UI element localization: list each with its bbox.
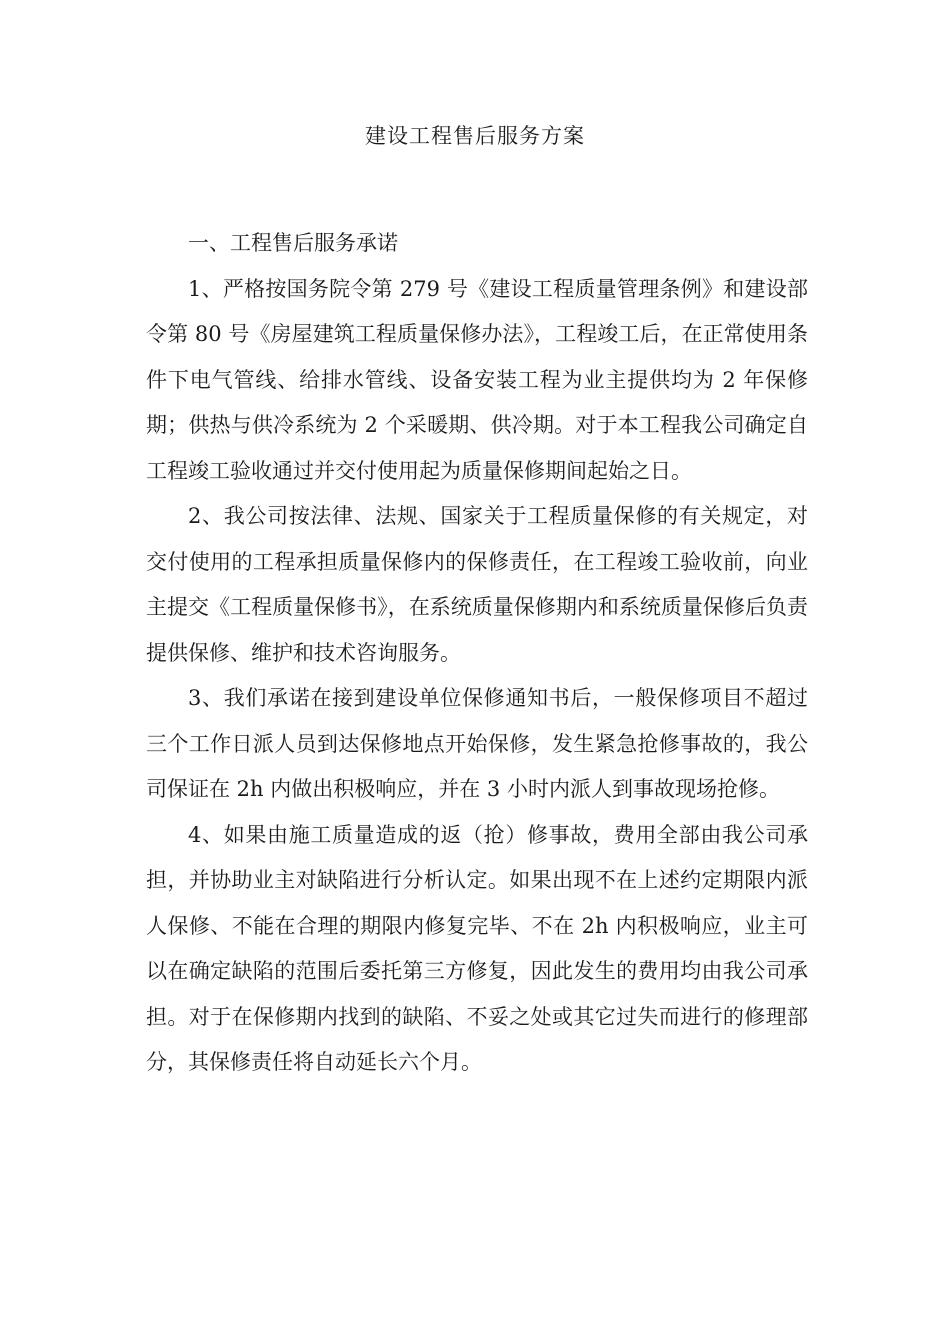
paragraph-1: 1、严格按国务院令第 279 号《建设工程质量管理条例》和建设部令第 80 号《房屋建筑工程质量保修办法》，工程竣工后，在正常使用条件下电气管线、给排水管线、设备安装工程为业主提供均为 2 年保修期；供热与供冷系统为 2 个采暖期、供冷期。对于本工程我公司确定自工程竣工验收通过并交付使用起为质量保修期间起始之日。: [146, 276, 808, 483]
paragraph-3: 3、我们承诺在接到建设单位保修通知书后，一般保修项目不超过三个工作日派人员到达保修地点开始保修，发生紧急抢修事故的，我公司保证在 2h 内做出积极响应，并在 3 小时内派人到事故现场抢修。: [146, 686, 808, 801]
document-title: 建设工程售后服务方案: [365, 124, 585, 148]
section-heading: 一、工程售后服务承诺: [188, 231, 398, 255]
paragraph-2: 2、我公司按法律、法规、国家关于工程质量保修的有关规定，对交付使用的工程承担质量保修内的保修责任，在工程竣工验收前，向业主提交《工程质量保修书》，在系统质量保修期内和系统质量保修后负责提供保修、维护和技术咨询服务。: [146, 504, 808, 665]
paragraph-4: 4、如果由施工质量造成的返（抢）修事故，费用全部由我公司承担，并协助业主对缺陷进行分析认定。如果出现不在上述约定期限内派人保修、不能在合理的期限内修复完毕、不在 2h 内积极响应，业主可以在确定缺陷的范围后委托第三方修复，因此发生的费用均由我公司承担。对于在保修期内找到的缺陷、不妥之处或其它过失而进行的修理部分，其保修责任将自动延长六个月。: [146, 822, 808, 1074]
document-body: [146, 221, 808, 1086]
